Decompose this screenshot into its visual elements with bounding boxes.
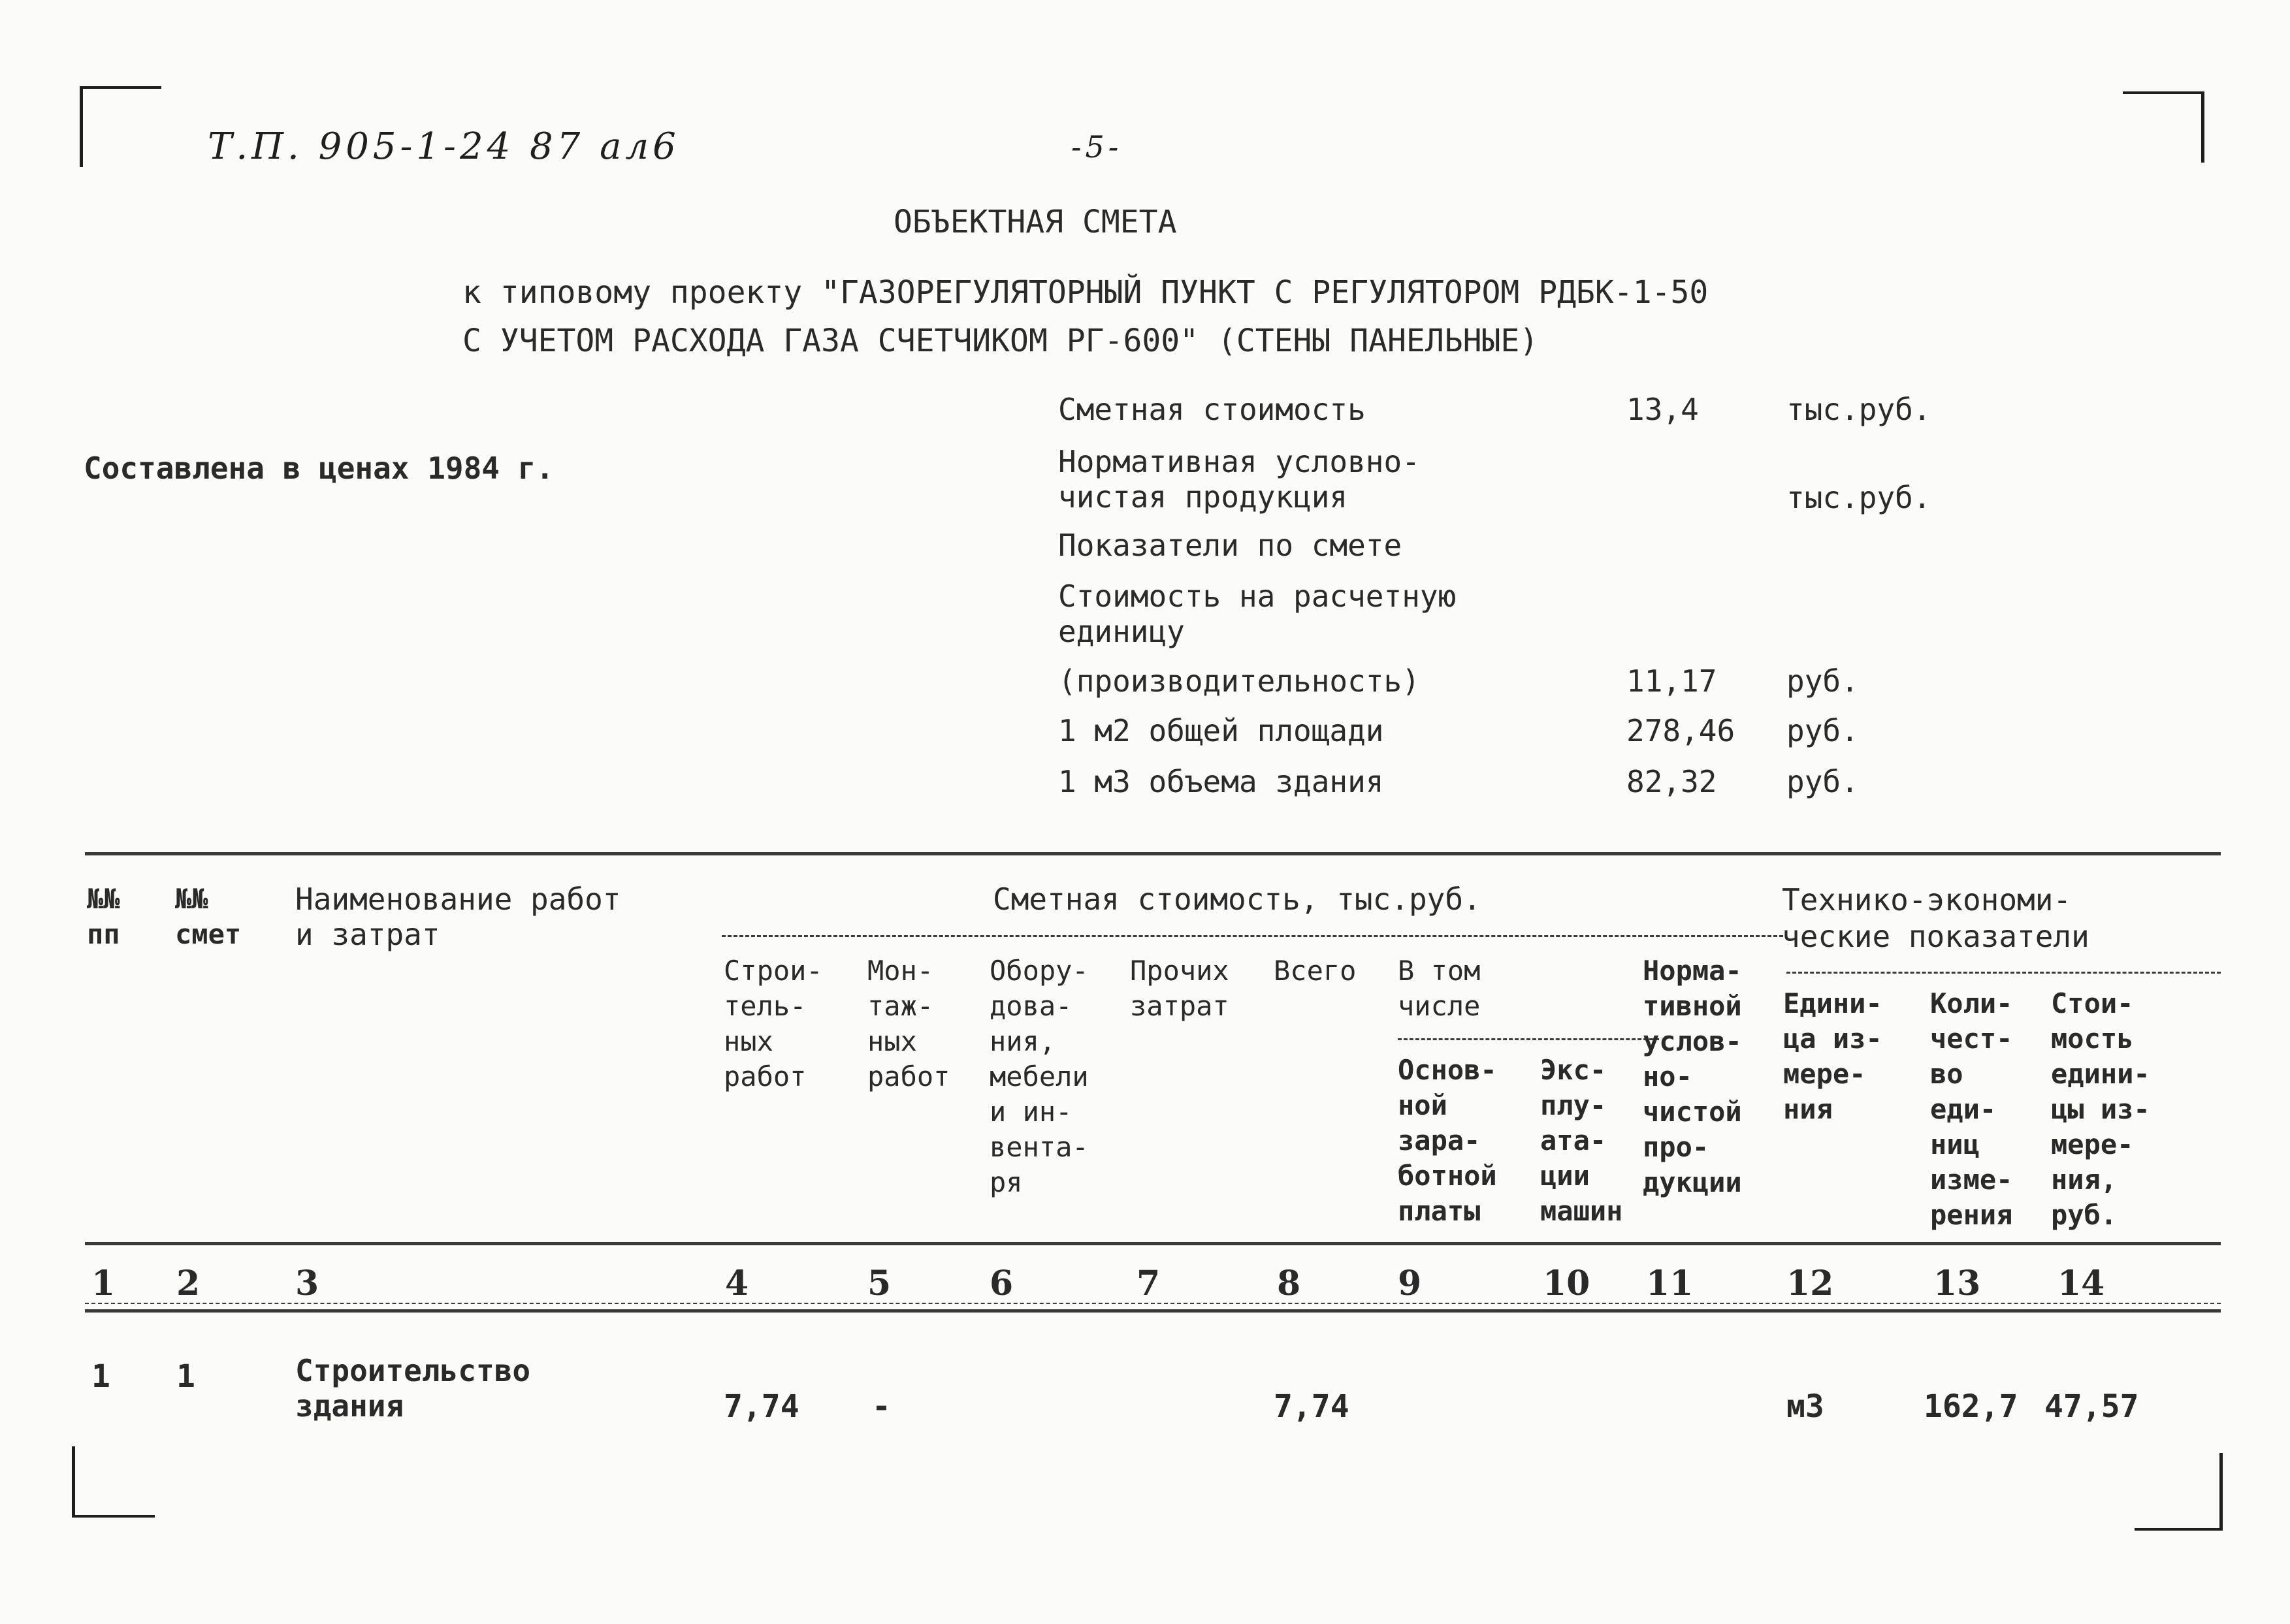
tech-group-rule <box>1786 972 2221 974</box>
summary-unit: руб. <box>1786 663 1859 699</box>
row-work-name: Строительство здания <box>295 1353 531 1424</box>
summary-label: Сметная стоимость <box>1058 392 1366 427</box>
header-bottom-rule <box>85 1242 2221 1245</box>
header-total: Всего <box>1274 955 1357 987</box>
summary-value: 13,4 <box>1626 392 1699 427</box>
summary-unit: руб. <box>1786 713 1859 748</box>
column-number: 1 <box>91 1264 116 1303</box>
row-unit: м3 <box>1786 1388 1824 1425</box>
document-title: ОБЪЕКТНАЯ СМЕТА <box>894 204 1177 240</box>
column-numbers-rule <box>85 1309 2221 1313</box>
row-construction-cost: 7,74 <box>724 1388 799 1425</box>
header-installation: Мон- таж- ных работ <box>867 955 950 1092</box>
header-machines: Экс- плу- ата- ции машин <box>1540 1054 1623 1227</box>
summary-label: (производительность) <box>1058 663 1420 699</box>
column-number: 7 <box>1137 1264 1161 1303</box>
summary-unit: руб. <box>1786 764 1859 799</box>
corner-top-right <box>2123 91 2204 163</box>
summary-value: 82,32 <box>1626 764 1717 799</box>
summary-value: 11,17 <box>1626 663 1717 699</box>
header-work-name: Наименование работ и затрат <box>295 882 621 952</box>
column-number: 12 <box>1786 1264 1834 1303</box>
column-number: 5 <box>867 1264 892 1303</box>
row-number: 1 <box>91 1358 110 1395</box>
column-number: 9 <box>1398 1264 1422 1303</box>
header-equipment: Обору- дова- ния, мебели и ин- вента- ря <box>990 955 1089 1198</box>
summary-label: Нормативная условно- чистая продукция <box>1058 444 1420 515</box>
summary-label: 1 м2 общей площади <box>1058 713 1384 748</box>
prices-note: Составлена в ценах 1984 г. <box>84 451 555 486</box>
row-quantity: 162,7 <box>1924 1388 2018 1425</box>
table-top-rule <box>85 852 2221 855</box>
row-total-cost: 7,74 <box>1274 1388 1349 1425</box>
corner-bottom-left <box>72 1446 155 1518</box>
column-number: 3 <box>295 1264 319 1303</box>
header-cost-group: Сметная стоимость, тыс.руб. <box>993 882 1481 917</box>
header-other: Прочих затрат <box>1130 955 1229 1022</box>
row-unit-cost: 47,57 <box>2044 1388 2139 1425</box>
cost-group-rule <box>722 935 1783 937</box>
document-code: Т.П. 905-1-24 87 ал6 <box>208 125 680 168</box>
summary-label: 1 м3 объема здания <box>1058 764 1384 799</box>
summary-unit: тыс.руб. <box>1786 480 1931 515</box>
header-tech-group: Технико-экономи- ческие показатели <box>1782 882 2089 954</box>
header-unit: Едини- ца из- мере- ния <box>1783 987 1882 1125</box>
header-row-number: №№ пп <box>87 883 120 950</box>
summary-label: Показатели по смете <box>1058 528 1402 563</box>
column-number: 13 <box>1933 1264 1981 1303</box>
summary-value: 278,46 <box>1626 713 1735 748</box>
document-subtitle-line2: С УЧЕТОМ РАСХОДА ГАЗА СЧЕТЧИКОМ РГ-600" (СТЕНЫ ПАНЕЛЬНЫЕ) <box>462 323 1539 359</box>
corner-bottom-right <box>2135 1453 2223 1531</box>
page-number: -5- <box>1071 129 1123 165</box>
summary-unit: тыс.руб. <box>1786 392 1931 427</box>
corner-top-left <box>80 86 161 167</box>
header-wages: Основ- ной зара- ботной платы <box>1398 1054 1497 1227</box>
column-number: 11 <box>1646 1264 1694 1303</box>
column-number: 8 <box>1277 1264 1301 1303</box>
header-including: В том числе <box>1398 955 1481 1022</box>
header-normative: Норма- тивной услов- но- чистой про- дукции <box>1643 955 1742 1198</box>
header-quantity: Коли- чест- во еди- ниц изме- рения <box>1930 987 2013 1231</box>
header-estimate-number: №№ смет <box>175 883 242 950</box>
row-estimate-number: 1 <box>176 1358 195 1395</box>
column-number: 2 <box>176 1264 201 1303</box>
document-subtitle-line1: к типовому проекту "ГАЗОРЕГУЛЯТОРНЫЙ ПУНКТ С РЕГУЛЯТОРОМ РДБК-1-50 <box>462 274 1709 311</box>
column-number: 6 <box>990 1264 1014 1303</box>
column-number: 14 <box>2057 1264 2105 1303</box>
header-unit-cost: Стои- мость едини- цы из- мере- ния, руб. <box>2051 987 2150 1231</box>
header-construction: Строи- тель- ных работ <box>724 955 823 1092</box>
column-number: 10 <box>1543 1264 1590 1303</box>
incl-group-rule <box>1398 1038 1659 1040</box>
column-number: 4 <box>725 1264 749 1303</box>
summary-label: Стоимость на расчетную единицу <box>1058 579 1457 649</box>
row-installation-cost: - <box>872 1388 891 1425</box>
